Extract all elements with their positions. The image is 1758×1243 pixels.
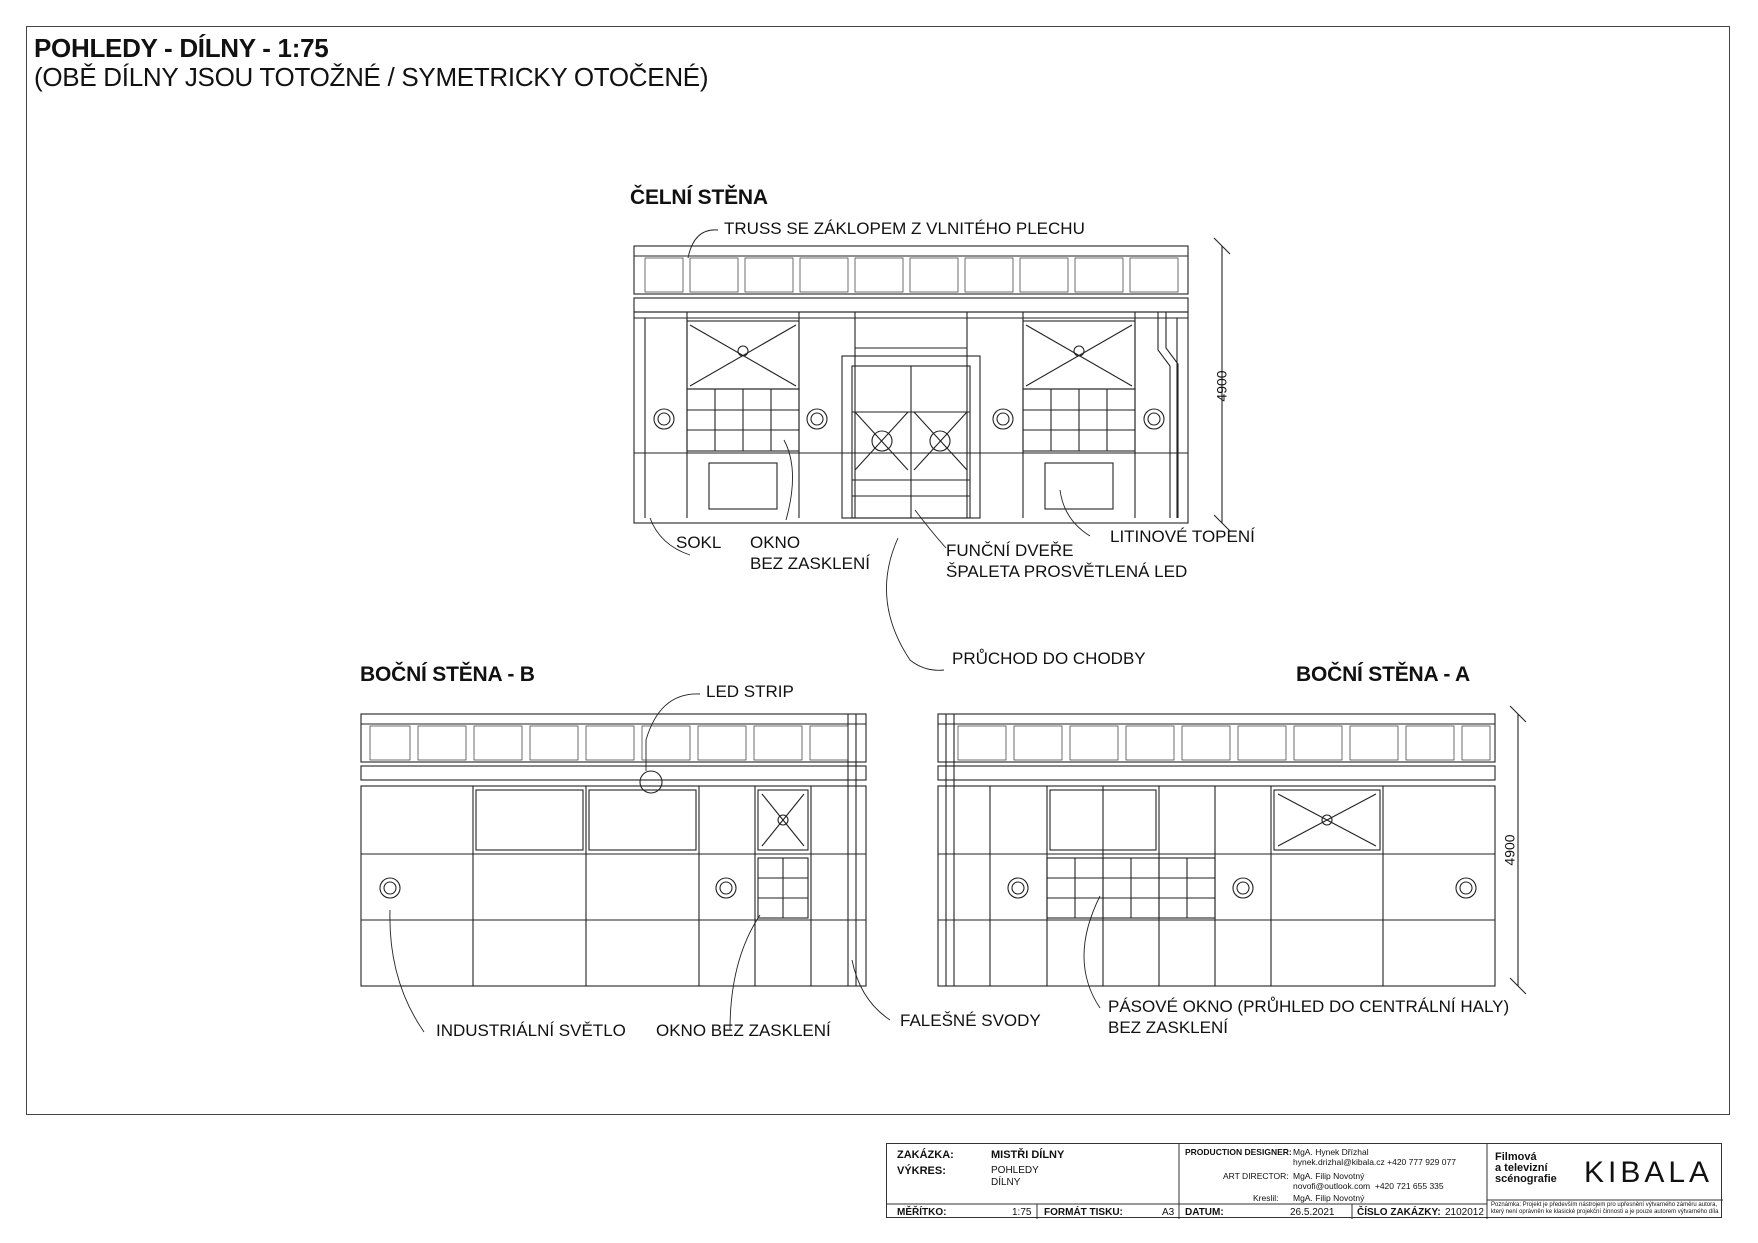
label-okno: OKNO BEZ ZASKLENÍ	[750, 533, 870, 573]
tb-vykres-label: VÝKRES:	[897, 1165, 946, 1177]
front-lamp-1	[654, 409, 674, 429]
sheet-subtitle: (OBĚ DÍLNY JSOU TOTOŽNÉ / SYMETRICKY OTOČENÉ)	[34, 62, 709, 92]
tb-datum-label: DATUM:	[1185, 1207, 1224, 1218]
tb-school: Filmová a televizní scénografie	[1495, 1151, 1557, 1185]
tb-format-label: FORMÁT TISKU:	[1044, 1207, 1123, 1218]
tb-cislo-label: ČÍSLO ZAKÁZKY:	[1357, 1207, 1441, 1218]
sheet-title: POHLEDY - DÍLNY - 1:75	[34, 33, 329, 63]
label-dvere: FUNČNÍ DVEŘE ŠPALETA PROSVĚTLENÁ LED	[946, 541, 1188, 581]
side-b-lamp-2	[716, 878, 736, 898]
radiator-right	[1045, 463, 1113, 509]
side-b-wall	[361, 786, 866, 986]
front-lamp-3	[993, 409, 1013, 429]
view-title-front: ČELNÍ STĚNA	[630, 186, 768, 209]
tb-format: A3	[1162, 1207, 1175, 1218]
side-a-wall	[938, 786, 1495, 986]
tb-pd: MgA. Hynek Dřízhal hynek.drizhal@kibala.cz +420 777 929 077	[1293, 1147, 1456, 1167]
tb-zakazka-label: ZAKÁZKA:	[897, 1149, 954, 1161]
tb-ad-label: ART DIRECTOR:	[1223, 1171, 1289, 1181]
front-lamp-2	[807, 409, 827, 429]
front-dimension-text: 4900	[1213, 370, 1230, 402]
view-title-side-b: BOČNÍ STĚNA - B	[360, 663, 535, 686]
side-a-lamp-1	[1008, 878, 1028, 898]
label-okno-bez: OKNO BEZ ZASKLENÍ	[656, 1021, 831, 1040]
side-b-elevation	[361, 714, 866, 986]
label-svetlo: INDUSTRIÁLNÍ SVĚTLO	[436, 1021, 626, 1040]
leader-lines	[390, 230, 1100, 1032]
front-lamp-4	[1144, 409, 1164, 429]
label-pruchod: PRŮCHOD DO CHODBY	[952, 649, 1146, 668]
side-a-dimension-text: 4900	[1501, 834, 1518, 866]
label-svody: FALEŠNÉ SVODY	[900, 1011, 1041, 1030]
tb-logo: KIBALA	[1584, 1156, 1714, 1189]
tb-pd-label: PRODUCTION DESIGNER:	[1185, 1147, 1292, 1157]
label-led-strip: LED STRIP	[706, 682, 794, 701]
tb-zakazka: MISTŘI DÍLNY	[991, 1149, 1065, 1161]
tb-vykres: POHLEDY DÍLNY	[991, 1165, 1039, 1188]
tb-datum: 26.5.2021	[1290, 1207, 1335, 1218]
front-truss	[634, 246, 1188, 294]
side-a-elevation	[938, 706, 1526, 994]
tb-kreslil: MgA. Filip Novotný	[1293, 1193, 1365, 1203]
tb-ad: MgA. Filip Novotný novofi@outlook.com +420 721 655 335	[1293, 1171, 1444, 1191]
tb-note: Poznámka: Projekt je především nástrojem pro upřesnění výtvarného záměru autora, který není oprávněn ke klasické projekční činnosti a je pouze autorem výtvarného díla	[1491, 1202, 1719, 1215]
tb-meritko: 1:75	[1012, 1207, 1032, 1218]
radiator-left	[709, 463, 777, 509]
side-b-lamp-1	[380, 878, 400, 898]
view-title-side-a: BOČNÍ STĚNA - A	[1296, 663, 1470, 686]
side-a-lamp-2	[1233, 878, 1253, 898]
label-topeni: LITINOVÉ TOPENÍ	[1110, 527, 1255, 546]
side-a-lamp-3	[1456, 878, 1476, 898]
tb-kreslil-label: Kreslil:	[1253, 1193, 1279, 1203]
front-elevation	[634, 238, 1230, 531]
label-pasove: PÁSOVÉ OKNO (PRŮHLED DO CENTRÁLNÍ HALY) BEZ ZASKLENÍ	[1108, 997, 1510, 1037]
title-block	[886, 1143, 1722, 1218]
label-truss: TRUSS SE ZÁKLOPEM Z VLNITÉHO PLECHU	[724, 219, 1085, 238]
label-sokl: SOKL	[676, 533, 722, 552]
tb-cislo: 2102012	[1445, 1207, 1484, 1218]
tb-meritko-label: MĚŘÍTKO:	[897, 1207, 947, 1218]
